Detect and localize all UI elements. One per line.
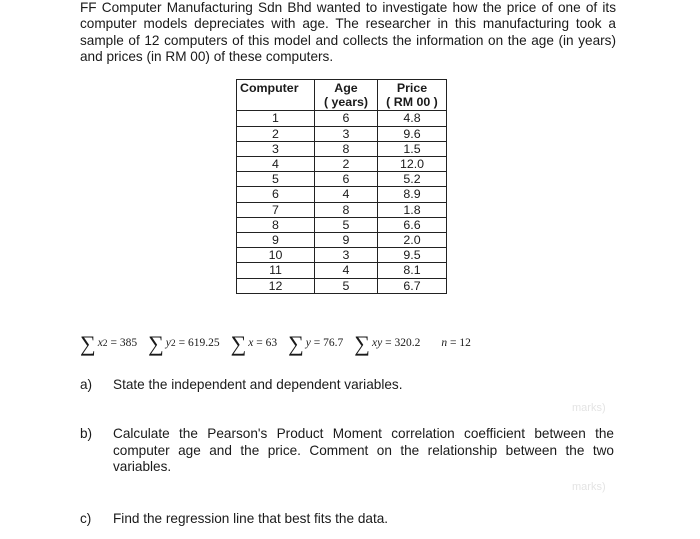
table-row (237, 126, 447, 141)
question-b-label: b) (80, 426, 93, 441)
cell-computer: 12 (237, 278, 315, 293)
cell-computer: 8 (237, 217, 315, 232)
table-body (237, 111, 447, 293)
cell-age: 3 (315, 126, 378, 141)
cell-age: 2 (315, 157, 378, 172)
cell-price: 2.0 (378, 233, 447, 248)
cell-age: 6 (315, 111, 378, 126)
sum-y: ∑ y = 76.7 (288, 331, 344, 356)
problem-intro: FF Computer Manufacturing Sdn Bhd wanted to investigate how the price of one of its computer models depreciates with age. The researcher in this manufacturing took a sample of 12 computers of this model and collects the information on the age (in years) and prices (in RM 00) of these computers. (80, 0, 616, 65)
question-c-label: c) (80, 511, 92, 526)
sum-x-value: 63 (265, 337, 278, 349)
table-row (237, 187, 447, 202)
table-row (237, 111, 447, 126)
header-computer (237, 80, 315, 111)
cell-price: 4.8 (378, 111, 447, 126)
cell-price: 12.0 (378, 157, 447, 172)
sum-x-var: x (248, 337, 254, 349)
faint-marks-text: marks) (572, 481, 606, 493)
table-row (237, 248, 447, 263)
cell-computer: 3 (237, 141, 315, 156)
question-c-text: Find the regression line that best fits the data. (113, 511, 389, 526)
cell-computer: 11 (237, 263, 315, 278)
sample-size: n = 12 (441, 337, 471, 349)
table-row (237, 233, 447, 248)
question-c (80, 511, 614, 528)
sigma-icon: ∑ (230, 331, 247, 356)
table-row (237, 157, 447, 172)
sigma-icon: ∑ (80, 331, 96, 356)
header-age-unit: ( years) (323, 95, 369, 110)
sample-size-var: n (441, 337, 448, 349)
cell-price: 6.7 (378, 278, 447, 293)
cell-computer: 2 (237, 126, 315, 141)
cell-computer: 10 (237, 248, 315, 263)
cell-price: 6.6 (378, 217, 447, 232)
cell-price: 9.5 (378, 248, 447, 263)
sum-xy-value: 320.2 (394, 337, 421, 349)
faint-marks-text: marks) (572, 402, 606, 414)
cell-computer: 4 (237, 157, 315, 172)
table-row (237, 263, 447, 278)
question-a-text: State the independent and dependent variables. (113, 377, 403, 392)
cell-price: 8.1 (378, 263, 447, 278)
header-price-unit: ( RM 00 ) (386, 95, 438, 110)
question-b (80, 426, 614, 476)
cell-price: 1.5 (378, 141, 447, 156)
cell-price: 5.2 (378, 172, 447, 187)
cell-computer: 6 (237, 187, 315, 202)
cell-price: 9.6 (378, 126, 447, 141)
sum-y-squared-value: 619.25 (187, 337, 220, 349)
sum-x-squared-value: 385 (119, 337, 138, 349)
cell-price: 1.8 (378, 202, 447, 217)
table-row (237, 172, 447, 187)
sum-y-squared-var: y (165, 337, 171, 349)
question-b-text: Calculate the Pearson's Product Moment correlation coefficient between the computer age and the price. Comment on the relationship between the two variables. (113, 426, 614, 475)
sum-y-squared-exp: 2 (170, 337, 176, 349)
sum-y-value: 76.7 (323, 337, 344, 349)
cell-age: 3 (315, 248, 378, 263)
sum-x: ∑ x = 63 (230, 331, 278, 356)
cell-computer: 9 (237, 233, 315, 248)
cell-age: 4 (315, 187, 378, 202)
sigma-icon: ∑ (354, 331, 370, 356)
header-age (315, 80, 378, 111)
cell-age: 9 (315, 233, 378, 248)
sum-x-squared-exp: 2 (102, 337, 108, 349)
summary-statistics (80, 330, 471, 356)
cell-age: 5 (315, 217, 378, 232)
header-price (378, 80, 447, 111)
cell-age: 6 (315, 172, 378, 187)
data-table (236, 79, 447, 294)
table-header-row (237, 80, 447, 111)
question-a-label: a) (80, 377, 93, 392)
cell-age: 8 (315, 141, 378, 156)
cell-computer: 1 (237, 111, 315, 126)
cell-computer: 5 (237, 172, 315, 187)
header-age-label: Age (334, 81, 358, 95)
header-price-label: Price (396, 81, 428, 95)
sum-x-squared-var: x (97, 337, 103, 349)
header-computer-label: Computer (240, 81, 299, 95)
sum-y-squared: ∑ y 2 = 619.25 (148, 331, 220, 356)
table-row (237, 217, 447, 232)
table-row (237, 202, 447, 217)
cell-age: 5 (315, 278, 378, 293)
table-row (237, 141, 447, 156)
sum-x-squared: ∑ x 2 = 385 (80, 331, 138, 356)
cell-age: 8 (315, 202, 378, 217)
cell-age: 4 (315, 263, 378, 278)
question-a (80, 377, 614, 394)
cell-computer: 7 (237, 202, 315, 217)
sigma-icon: ∑ (148, 331, 164, 356)
sample-size-value: 12 (459, 337, 471, 349)
sigma-icon: ∑ (288, 331, 304, 356)
sum-y-var: y (305, 337, 311, 349)
sum-xy: ∑ xy = 320.2 (354, 331, 421, 356)
cell-price: 8.9 (378, 187, 447, 202)
sum-xy-var: xy (371, 337, 383, 349)
table-row (237, 278, 447, 293)
